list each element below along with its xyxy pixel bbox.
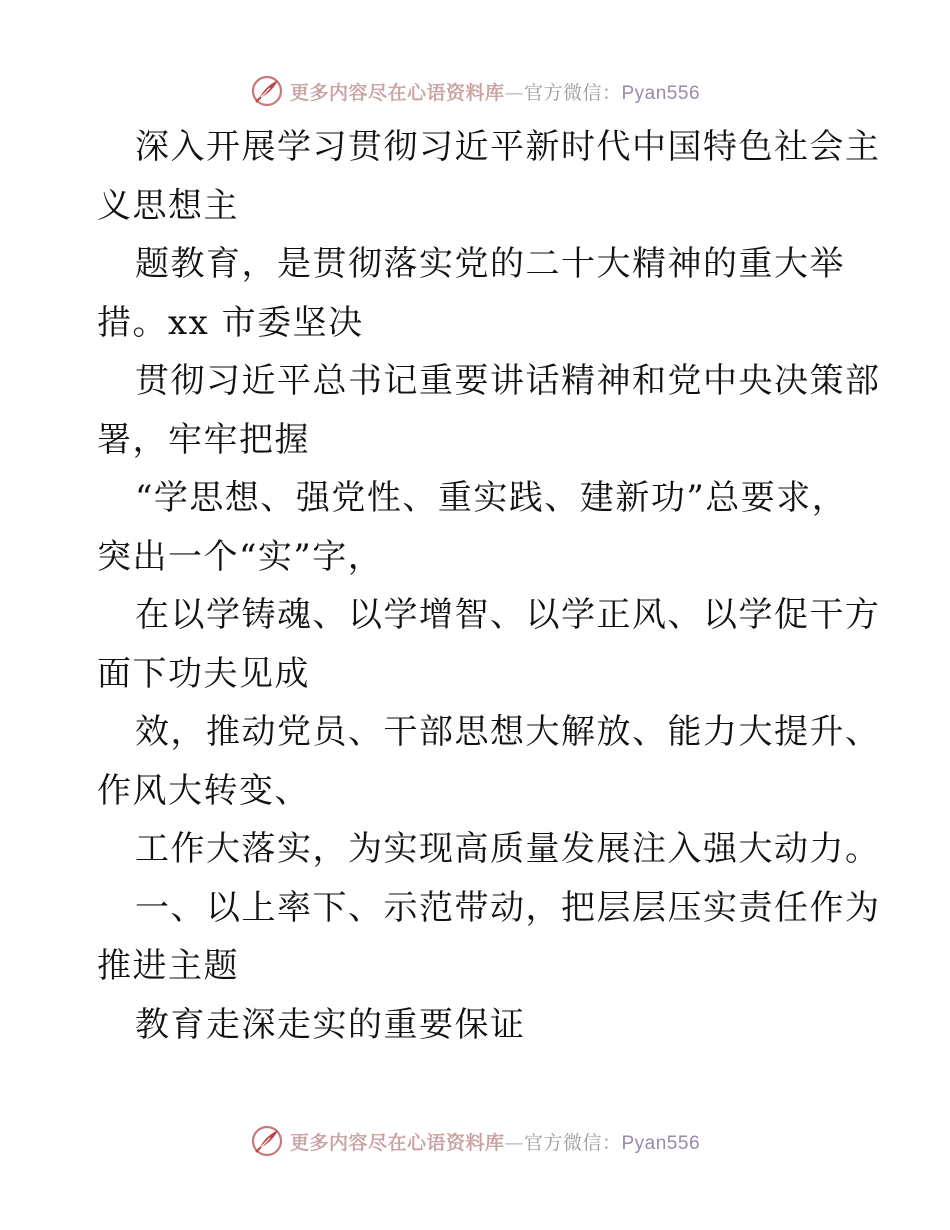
watermark-wechat-label: 官方微信： bbox=[523, 1131, 622, 1154]
watermark-dash: — bbox=[504, 1131, 524, 1154]
paragraph-line: 工作大落实，为实现高质量发展注入强大动力。 bbox=[135, 829, 881, 869]
footer-watermark bbox=[0, 1121, 950, 1161]
paragraph-line: 署，牢牢把握 bbox=[97, 419, 310, 460]
paragraph-line: 题教育，是贯彻落实党的二十大精神的重大举 bbox=[135, 244, 845, 284]
feather-pen-logo-icon bbox=[250, 74, 284, 108]
paragraph-line: 作风大转变、 bbox=[97, 770, 310, 811]
paragraph-line: 面下功夫见成 bbox=[97, 653, 310, 694]
paragraph-line: 教育走深走实的重要保证 bbox=[135, 1004, 526, 1045]
paragraph-line: “学思想、强党性、重实践、建新功”总要求， bbox=[135, 478, 848, 518]
document-body bbox=[97, 118, 881, 1054]
watermark-main: 更多内容尽在心语资料库 bbox=[289, 81, 505, 104]
watermark-wechat-id: Pyan556 bbox=[621, 1132, 701, 1154]
header-watermark bbox=[0, 71, 950, 111]
paragraph-line: 深入开展学习贯彻习近平新时代中国特色社会主 bbox=[135, 127, 881, 167]
paragraph-line: 一、以上率下、示范带动，把层层压实责任作为 bbox=[135, 887, 881, 928]
watermark-text bbox=[290, 1128, 700, 1155]
watermark-dash: — bbox=[504, 81, 524, 104]
paragraph-line: 措。xx 市委坚决 bbox=[97, 302, 364, 343]
watermark-wechat-label: 官方微信： bbox=[523, 81, 622, 104]
paragraph-line: 义思想主 bbox=[97, 185, 239, 226]
watermark-wechat-id: Pyan556 bbox=[621, 82, 701, 104]
feather-pen-logo-icon bbox=[250, 1124, 284, 1158]
paragraph-line: 在以学铸魂、以学增智、以学正风、以学促干方 bbox=[135, 595, 881, 635]
paragraph-line: 效，推动党员、干部思想大解放、能力大提升、 bbox=[135, 712, 881, 752]
watermark-main: 更多内容尽在心语资料库 bbox=[289, 1131, 505, 1154]
paragraph-line: 推进主题 bbox=[97, 946, 239, 986]
paragraph-line: 贯彻习近平总书记重要讲话精神和党中央决策部 bbox=[135, 361, 881, 401]
watermark-text bbox=[290, 78, 700, 105]
paragraph-line: 突出一个“实”字， bbox=[97, 536, 384, 577]
